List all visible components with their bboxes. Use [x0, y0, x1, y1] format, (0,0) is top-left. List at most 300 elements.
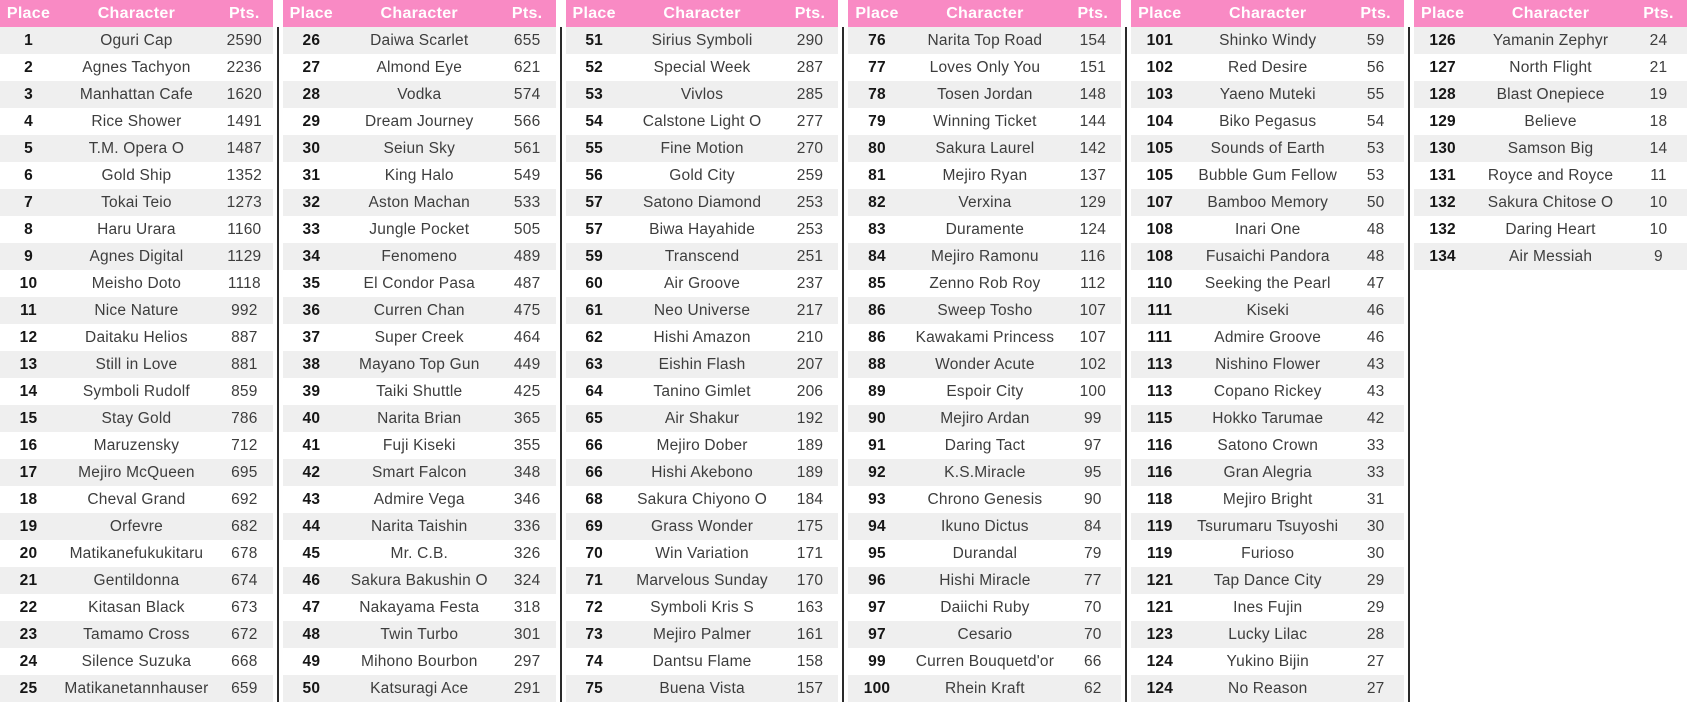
character-cell: Winning Ticket [933, 112, 1037, 130]
table-row [848, 324, 1121, 351]
place-cell: 88 [868, 355, 886, 373]
place-cell: 134 [1429, 247, 1456, 265]
place-cell: 62 [585, 328, 603, 346]
place-cell: 119 [1147, 544, 1173, 562]
col-header-place: Place [6, 4, 51, 22]
pts-cell: 1352 [226, 166, 262, 184]
table-row [566, 621, 839, 648]
character-cell: Tap Dance City [1213, 571, 1322, 589]
pts-cell: 14 [1649, 139, 1668, 157]
table-row [283, 108, 556, 135]
table-row [283, 513, 556, 540]
place-cell: 103 [1146, 85, 1174, 103]
pts-cell: 290 [796, 31, 824, 49]
pts-cell: 237 [796, 274, 824, 292]
table-row [1131, 324, 1404, 351]
place-cell: 64 [585, 382, 603, 400]
pts-cell: 77 [1083, 571, 1102, 589]
pts-cell: 154 [1079, 31, 1107, 49]
pts-cell: 505 [513, 220, 541, 238]
place-cell: 119 [1147, 517, 1173, 535]
character-cell: Daring Heart [1505, 220, 1596, 238]
col-header-pts: Pts. [511, 4, 543, 22]
table-row [848, 540, 1121, 567]
table-row [0, 594, 273, 621]
place-cell: 47 [302, 598, 321, 616]
pts-cell: 206 [796, 382, 824, 400]
pts-cell: 1160 [227, 220, 262, 238]
section-header [848, 0, 1121, 27]
table-row [566, 27, 839, 54]
character-cell: Yamanin Zephyr [1492, 31, 1609, 49]
col-header-pts: Pts. [1643, 4, 1674, 22]
pts-cell: 46 [1366, 301, 1385, 319]
table-row [0, 54, 273, 81]
pts-cell: 171 [796, 544, 824, 562]
table-row [0, 513, 273, 540]
character-cell: Wonder Acute [935, 355, 1035, 373]
place-cell: 73 [585, 625, 603, 643]
place-cell: 37 [302, 328, 321, 346]
character-cell: Durandal [952, 544, 1018, 562]
pts-cell: 9 [1654, 247, 1663, 265]
pts-cell: 163 [796, 598, 824, 616]
section-header [1131, 0, 1404, 27]
pts-cell: 859 [231, 382, 258, 400]
pts-cell: 464 [513, 328, 541, 346]
col-header-place: Place [289, 4, 333, 22]
table-row [566, 243, 839, 270]
character-cell: Dantsu Flame [652, 652, 752, 670]
table-row [566, 405, 839, 432]
place-cell: 83 [868, 220, 886, 238]
table-row [0, 540, 273, 567]
character-cell: Cesario [957, 625, 1013, 643]
character-cell: Royce and Royce [1487, 166, 1614, 184]
pts-cell: 170 [796, 571, 824, 589]
table-row [283, 54, 556, 81]
place-cell: 68 [585, 490, 603, 508]
col-header-pts: Pts. [794, 4, 826, 22]
place-cell: 57 [585, 193, 603, 211]
col-header-place: Place [1138, 4, 1182, 22]
table-row [283, 243, 556, 270]
table-row [1131, 54, 1404, 81]
pts-cell: 29 [1366, 571, 1385, 589]
character-cell: Kawakami Princess [915, 328, 1055, 346]
col-header-character: Character [663, 4, 741, 22]
place-cell: 31 [302, 166, 321, 184]
table-row [283, 675, 556, 702]
col-header-character: Character [97, 4, 176, 22]
character-cell: Curren Chan [373, 301, 465, 319]
place-cell: 113 [1147, 355, 1173, 373]
table-row [1131, 432, 1404, 459]
pts-cell: 62 [1083, 679, 1102, 697]
pts-cell: 695 [231, 463, 258, 481]
character-cell: Biwa Hayahide [649, 220, 756, 238]
place-cell: 18 [19, 490, 38, 508]
table-row [566, 486, 839, 513]
table-row [1131, 405, 1404, 432]
col-header-pts: Pts. [1360, 4, 1391, 22]
place-cell: 38 [302, 355, 321, 373]
pts-cell: 672 [231, 625, 258, 643]
pts-cell: 1620 [226, 85, 262, 103]
pts-cell: 270 [796, 139, 824, 157]
pts-cell: 324 [513, 571, 541, 589]
place-cell: 116 [1147, 436, 1173, 454]
table-row [1414, 54, 1687, 81]
table-row [283, 216, 556, 243]
character-cell: Symboli Kris S [650, 598, 754, 616]
character-cell: Espoir City [946, 382, 1024, 400]
pts-cell: 21 [1649, 58, 1668, 76]
place-cell: 121 [1146, 598, 1174, 616]
pts-cell: 142 [1079, 139, 1107, 157]
character-cell: Tanino Gimlet [653, 382, 751, 400]
pts-cell: 112 [1080, 274, 1106, 292]
pts-cell: 184 [796, 490, 824, 508]
section-header [1414, 0, 1687, 27]
table-row [1414, 243, 1687, 270]
place-cell: 97 [868, 625, 886, 643]
pts-cell: 277 [796, 112, 824, 130]
table-row [1414, 135, 1687, 162]
character-cell: T.M. Opera O [88, 139, 185, 157]
pts-cell: 54 [1366, 112, 1385, 130]
place-cell: 60 [585, 274, 603, 292]
character-cell: Sweep Tosho [937, 301, 1033, 319]
character-cell: Orfevre [109, 517, 163, 535]
character-cell: Admire Vega [373, 490, 465, 508]
table-row [848, 243, 1121, 270]
table-row [1131, 108, 1404, 135]
table-row [0, 270, 273, 297]
table-row [848, 621, 1121, 648]
place-cell: 42 [302, 463, 321, 481]
place-cell: 14 [19, 382, 38, 400]
pts-cell: 47 [1366, 274, 1385, 292]
pts-cell: 158 [796, 652, 824, 670]
place-cell: 101 [1146, 31, 1174, 49]
pts-cell: 682 [231, 517, 258, 535]
table-row [566, 432, 839, 459]
pts-cell: 621 [513, 58, 541, 76]
table-row [848, 54, 1121, 81]
pts-cell: 79 [1083, 544, 1102, 562]
pts-cell: 348 [513, 463, 541, 481]
pts-cell: 1129 [227, 247, 262, 265]
table-row [1414, 27, 1687, 54]
character-cell: Gold City [669, 166, 735, 184]
pts-cell: 28 [1366, 625, 1385, 643]
pts-cell: 287 [796, 58, 824, 76]
table-row [1131, 540, 1404, 567]
pts-cell: 42 [1366, 409, 1385, 427]
table-row [566, 270, 839, 297]
place-cell: 8 [24, 220, 33, 238]
place-cell: 25 [19, 679, 38, 697]
place-cell: 53 [585, 85, 603, 103]
character-cell: Taiki Shuttle [376, 382, 463, 400]
character-cell: Gentildonna [93, 571, 180, 589]
place-cell: 30 [302, 139, 321, 157]
pts-cell: 59 [1366, 31, 1385, 49]
place-cell: 77 [868, 58, 886, 76]
table-row [0, 216, 273, 243]
pts-cell: 253 [796, 220, 824, 238]
place-cell: 24 [19, 652, 38, 670]
table-row [1131, 270, 1404, 297]
character-cell: Sakura Chiyono O [637, 490, 767, 508]
table-row [0, 162, 273, 189]
place-cell: 90 [868, 409, 886, 427]
place-cell: 76 [868, 31, 886, 49]
place-cell: 111 [1147, 301, 1173, 319]
pts-cell: 10 [1649, 220, 1668, 238]
pts-cell: 70 [1083, 625, 1102, 643]
table-row [0, 351, 273, 378]
table-row [848, 27, 1121, 54]
col-header-character: Character [1229, 4, 1307, 22]
table-row [283, 135, 556, 162]
character-cell: Chrono Genesis [927, 490, 1043, 508]
table-row [566, 54, 839, 81]
pts-cell: 192 [796, 409, 824, 427]
place-cell: 127 [1429, 58, 1456, 76]
pts-cell: 673 [231, 598, 258, 616]
pts-cell: 97 [1083, 436, 1102, 454]
table-row [566, 648, 839, 675]
pts-cell: 561 [513, 139, 541, 157]
pts-cell: 1491 [226, 112, 262, 130]
place-cell: 22 [19, 598, 38, 616]
pts-cell: 259 [796, 166, 824, 184]
character-cell: K.S.Miracle [944, 463, 1026, 481]
pts-cell: 19 [1649, 85, 1668, 103]
pts-cell: 318 [513, 598, 541, 616]
table-row [0, 675, 273, 702]
ranking-section-5 [1131, 0, 1414, 702]
character-cell: Yukino Bijin [1226, 652, 1309, 670]
place-cell: 97 [868, 598, 886, 616]
pts-cell: 574 [513, 85, 541, 103]
table-row [283, 405, 556, 432]
table-row [566, 351, 839, 378]
character-cell: Tosen Jordan [937, 85, 1033, 103]
section-rows [1414, 27, 1697, 270]
table-row [1131, 648, 1404, 675]
place-cell: 84 [868, 247, 886, 265]
character-cell: Sakura Laurel [935, 139, 1035, 157]
character-cell: Daitaku Helios [85, 328, 188, 346]
place-cell: 19 [19, 517, 38, 535]
table-row [1131, 135, 1404, 162]
table-row [848, 675, 1121, 702]
table-row [566, 81, 839, 108]
table-row [0, 108, 273, 135]
table-row [283, 648, 556, 675]
place-cell: 95 [868, 544, 886, 562]
place-cell: 85 [868, 274, 886, 292]
pts-cell: 566 [513, 112, 541, 130]
place-cell: 27 [302, 58, 321, 76]
pts-cell: 346 [513, 490, 541, 508]
pts-cell: 674 [231, 571, 258, 589]
character-cell: Samson Big [1507, 139, 1594, 157]
pts-cell: 30 [1366, 544, 1385, 562]
place-cell: 91 [868, 436, 886, 454]
pts-cell: 46 [1366, 328, 1385, 346]
pts-cell: 786 [231, 409, 258, 427]
table-row [283, 270, 556, 297]
character-cell: Matikanetannhauser [64, 679, 209, 697]
character-cell: Nice Nature [94, 301, 179, 319]
character-cell: Buena Vista [659, 679, 745, 697]
place-cell: 108 [1146, 220, 1174, 238]
character-cell: North Flight [1509, 58, 1592, 76]
table-row [1131, 297, 1404, 324]
place-cell: 32 [302, 193, 321, 211]
table-row [0, 405, 273, 432]
place-cell: 99 [868, 652, 886, 670]
place-cell: 16 [19, 436, 38, 454]
table-row [1414, 81, 1687, 108]
table-row [283, 27, 556, 54]
section-rows [566, 27, 849, 702]
place-cell: 12 [19, 328, 38, 346]
pts-cell: 30 [1366, 517, 1385, 535]
place-cell: 15 [19, 409, 38, 427]
character-cell: Fusaichi Pandora [1205, 247, 1330, 265]
character-cell: Dream Journey [364, 112, 474, 130]
table-row [848, 216, 1121, 243]
pts-cell: 124 [1079, 220, 1107, 238]
character-cell: Bubble Gum Fellow [1198, 166, 1338, 184]
character-cell: Rhein Kraft [945, 679, 1025, 697]
pts-cell: 425 [513, 382, 541, 400]
table-row [283, 324, 556, 351]
table-row [566, 540, 839, 567]
character-cell: Tsurumaru Tsuyoshi [1197, 517, 1339, 535]
pts-cell: 336 [513, 517, 541, 535]
table-row [0, 459, 273, 486]
table-row [848, 432, 1121, 459]
place-cell: 104 [1146, 112, 1174, 130]
place-cell: 124 [1146, 679, 1174, 697]
table-row [1131, 27, 1404, 54]
character-cell: Hishi Miracle [939, 571, 1031, 589]
col-header-character: Character [1511, 4, 1590, 22]
table-row [0, 621, 273, 648]
pts-cell: 55 [1366, 85, 1385, 103]
place-cell: 70 [585, 544, 603, 562]
place-cell: 36 [302, 301, 321, 319]
place-cell: 52 [585, 58, 603, 76]
pts-cell: 487 [513, 274, 541, 292]
col-header-character: Character [946, 4, 1024, 22]
table-row [1131, 594, 1404, 621]
table-row [848, 189, 1121, 216]
place-cell: 50 [302, 679, 321, 697]
table-row [566, 513, 839, 540]
table-row [1131, 567, 1404, 594]
character-cell: Matikanefukukitaru [69, 544, 204, 562]
table-row [283, 81, 556, 108]
pts-cell: 161 [796, 625, 824, 643]
pts-cell: 210 [796, 328, 824, 346]
character-cell: Daiichi Ruby [940, 598, 1030, 616]
character-cell: Sirius Symboli [651, 31, 753, 49]
pts-cell: 549 [513, 166, 541, 184]
pts-cell: 1273 [226, 193, 262, 211]
character-cell: Vodka [397, 85, 442, 103]
pts-cell: 84 [1083, 517, 1102, 535]
pts-cell: 291 [513, 679, 541, 697]
character-cell: Meisho Doto [91, 274, 182, 292]
pts-cell: 533 [513, 193, 541, 211]
place-cell: 63 [585, 355, 603, 373]
character-cell: Mihono Bourbon [360, 652, 478, 670]
place-cell: 80 [868, 139, 886, 157]
character-cell: Rice Shower [91, 112, 182, 130]
character-cell: Seiun Sky [383, 139, 456, 157]
character-cell: Win Variation [655, 544, 749, 562]
character-cell: Verxina [958, 193, 1012, 211]
character-cell: No Reason [1228, 679, 1308, 697]
character-cell: Hishi Akebono [651, 463, 753, 481]
pts-cell: 48 [1366, 247, 1385, 265]
pts-cell: 53 [1366, 139, 1385, 157]
pts-cell: 692 [231, 490, 258, 508]
character-cell: Katsuragi Ace [370, 679, 469, 697]
character-cell: Daiwa Scarlet [370, 31, 469, 49]
section-rows [283, 27, 566, 702]
character-cell: Furioso [1241, 544, 1295, 562]
place-cell: 40 [302, 409, 321, 427]
pts-cell: 27 [1366, 679, 1385, 697]
pts-cell: 207 [796, 355, 824, 373]
pts-cell: 301 [513, 625, 541, 643]
character-cell: Yaeno Muteki [1219, 85, 1316, 103]
character-cell: Almond Eye [376, 58, 463, 76]
table-row [283, 486, 556, 513]
pts-cell: 129 [1079, 193, 1107, 211]
pts-cell: 2590 [226, 31, 262, 49]
character-cell: Cheval Grand [87, 490, 186, 508]
character-cell: Admire Groove [1214, 328, 1322, 346]
place-cell: 59 [585, 247, 603, 265]
character-cell: Mejiro Ryan [942, 166, 1028, 184]
place-cell: 132 [1429, 193, 1456, 211]
character-cell: Kitasan Black [88, 598, 185, 616]
place-cell: 116 [1147, 463, 1173, 481]
place-cell: 72 [585, 598, 603, 616]
character-cell: Twin Turbo [380, 625, 459, 643]
table-row [566, 189, 839, 216]
table-row [848, 567, 1121, 594]
pts-cell: 217 [796, 301, 824, 319]
table-row [1414, 162, 1687, 189]
place-cell: 100 [863, 679, 891, 697]
character-cell: Air Groove [664, 274, 741, 292]
character-cell: Hokko Tarumae [1212, 409, 1324, 427]
character-cell: Kiseki [1246, 301, 1289, 319]
character-cell: Lucky Lilac [1228, 625, 1308, 643]
col-header-pts: Pts. [1077, 4, 1109, 22]
character-cell: Duramente [945, 220, 1025, 238]
